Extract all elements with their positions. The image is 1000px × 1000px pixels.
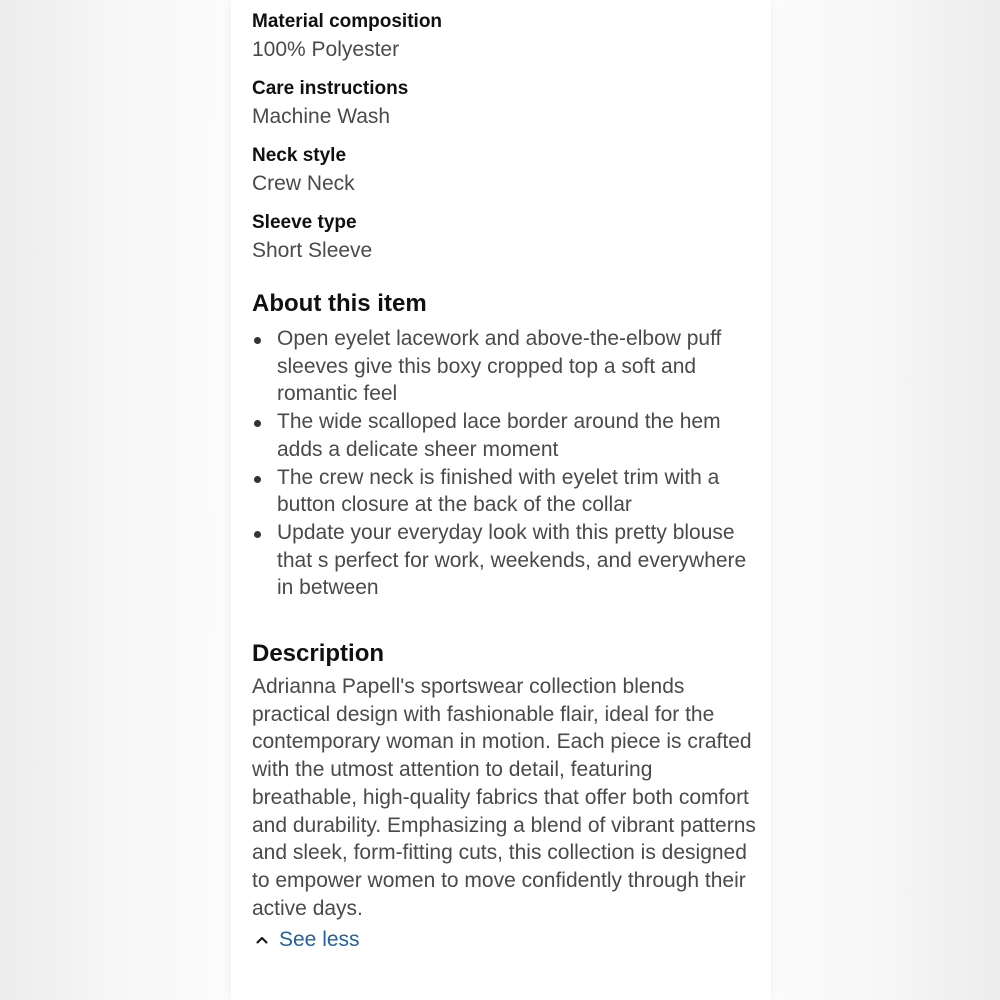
description-heading: Description: [252, 640, 385, 668]
attribute-label: Care instructions: [252, 78, 409, 99]
about-bullet: The crew neck is finished with eyelet trim with a button closure at the back of the collar: [252, 464, 757, 519]
attribute-care-instructions: [252, 75, 757, 131]
chevron-up-icon: [255, 933, 269, 947]
product-details-panel: [231, 0, 771, 1000]
see-less-link[interactable]: [252, 926, 757, 954]
about-this-item-heading: About this item: [252, 290, 427, 317]
about-bullet: The wide scalloped lace border around the hem adds a delicate sheer moment: [252, 408, 757, 463]
attribute-label: Neck style: [252, 145, 347, 166]
about-bullet-list: [252, 325, 757, 602]
about-bullet: Open eyelet lacework and above-the-elbow puff sleeves give this boxy cropped top a soft and romantic feel: [252, 325, 757, 408]
attribute-sleeve-type: [252, 209, 757, 265]
see-less-label[interactable]: See less: [279, 928, 360, 952]
attribute-label: Sleeve type: [252, 212, 357, 233]
product-details-content: [252, 8, 757, 954]
attribute-value: Machine Wash: [252, 105, 391, 128]
attribute-material-composition: [252, 8, 757, 64]
attribute-neck-style: [252, 142, 757, 198]
about-bullet: Update your everyday look with this pretty blouse that s perfect for work, weekends, and everywhere in between: [252, 519, 757, 602]
attribute-label: Material composition: [252, 11, 443, 32]
attribute-value: Short Sleeve: [252, 239, 373, 262]
attribute-value: 100% Polyester: [252, 38, 400, 61]
attribute-value: Crew Neck: [252, 172, 355, 195]
description-text: Adrianna Papell's sportswear collection blends practical design with fashionable flair, ideal for the contemporary woman in motion. Each piece is crafted with the utmost attention to detail, featuring breathable, high-quality fabrics that offer both comfort and durability. Emphasizing a blend of vibrant patterns and sleek, form-fitting cuts, this collection is designed to empower women to move confidently through their active days.: [252, 675, 756, 920]
